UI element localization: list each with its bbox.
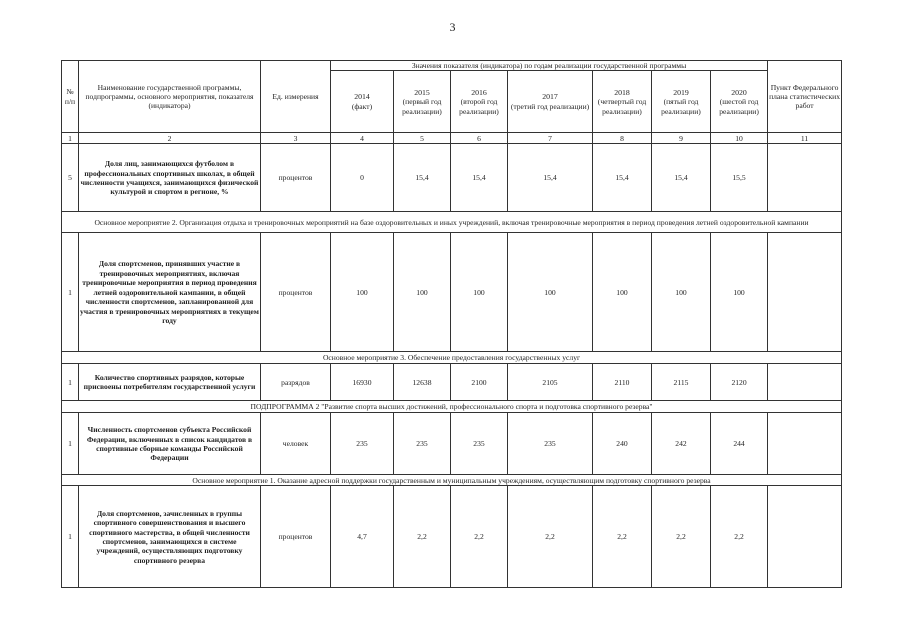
column-number-5: 5	[394, 133, 451, 144]
indicator-row	[62, 486, 842, 588]
header-year-note: (третий год реализации)	[510, 102, 590, 112]
indicator-value: 2110	[593, 364, 652, 401]
header-name: Наименование государственной программы, подпрограммы, основного мероприятия, показателя (индикатора)	[79, 61, 261, 133]
indicator-unit: человек	[261, 413, 331, 475]
header-num: № п/п	[62, 61, 79, 133]
header-year-note: (факт)	[351, 102, 373, 112]
row-num: 1	[62, 233, 79, 352]
federal-plan-cell	[768, 144, 842, 212]
section-title: ПОДПРОГРАММА 2 "Развитие спорта высших достижений, профессионального спорта и подготовка спортивного резерва"	[62, 401, 842, 413]
indicator-value: 15,4	[508, 144, 593, 212]
indicator-value: 15,5	[711, 144, 768, 212]
header-year-note: (пятый год реализации)	[661, 97, 701, 116]
header-year-label: 2016	[471, 87, 487, 97]
indicator-name: Количество спортивных разрядов, которые присвоены потребителям государственной услуги	[79, 364, 261, 401]
indicator-unit: процентов	[261, 144, 331, 212]
section-row	[62, 475, 842, 486]
indicator-value: 2100	[451, 364, 508, 401]
indicator-value: 2,2	[711, 486, 768, 588]
indicator-value: 100	[451, 233, 508, 352]
header-year-note: (второй год реализации)	[459, 97, 499, 116]
header-year-2020	[711, 71, 768, 133]
indicator-value: 235	[331, 413, 394, 475]
column-number-10: 10	[711, 133, 768, 144]
indicator-value: 12638	[394, 364, 451, 401]
header-year-label: 2020	[731, 87, 747, 97]
indicator-name: Доля спортсменов, зачисленных в группы спортивного совершенствования и высшего спортивного мастерства, в общей численности спортсменов, занимающихся в системе учреждений, осуществляющих подготовку спортивного резерва	[79, 486, 261, 588]
indicator-name: Доля спортсменов, принявших участие в тренировочных мероприятиях, включая тренировочные мероприятия в период проведения летней оздоровительной кампании, в общей численности спортсменов, запланированной для участия в тренировочных мероприятиях в текущем году	[79, 233, 261, 352]
indicator-value: 235	[451, 413, 508, 475]
indicator-value: 2,2	[508, 486, 593, 588]
header-year-label: 2019	[673, 87, 689, 97]
column-number-7: 7	[508, 133, 593, 144]
section-row	[62, 352, 842, 364]
indicator-value: 2,2	[593, 486, 652, 588]
indicator-value: 15,4	[593, 144, 652, 212]
federal-plan-cell	[768, 364, 842, 401]
indicator-unit: процентов	[261, 233, 331, 352]
indicator-value: 4,7	[331, 486, 394, 588]
header-row	[62, 61, 842, 71]
indicator-value: 2,2	[451, 486, 508, 588]
indicator-value: 100	[508, 233, 593, 352]
indicator-value: 244	[711, 413, 768, 475]
indicator-value: 100	[711, 233, 768, 352]
indicator-value: 100	[593, 233, 652, 352]
section-row	[62, 401, 842, 413]
indicator-value: 235	[508, 413, 593, 475]
indicator-row	[62, 364, 842, 401]
indicator-unit: процентов	[261, 486, 331, 588]
indicator-name: Доля лиц, занимающихся футболом в профессиональных спортивных школах, в общей численности учащихся, занимающихся физической культурой и спортом в регионе, %	[79, 144, 261, 212]
federal-plan-cell	[768, 233, 842, 352]
column-number-11: 11	[768, 133, 842, 144]
indicator-value: 15,4	[652, 144, 711, 212]
header-year-note: (шестой год реализации)	[719, 97, 759, 116]
header-year-2015	[394, 71, 451, 133]
header-year-label: 2017	[542, 92, 558, 102]
header-year-label: 2014	[354, 92, 370, 102]
column-number-3: 3	[261, 133, 331, 144]
federal-plan-cell	[768, 486, 842, 588]
header-year-2018	[593, 71, 652, 133]
indicators-table	[61, 60, 842, 588]
indicator-value: 2,2	[394, 486, 451, 588]
header-year-2014	[331, 71, 394, 133]
federal-plan-cell	[768, 413, 842, 475]
column-number-9: 9	[652, 133, 711, 144]
column-number-6: 6	[451, 133, 508, 144]
row-num: 5	[62, 144, 79, 212]
column-number-2: 2	[79, 133, 261, 144]
row-num: 1	[62, 486, 79, 588]
section-title: Основное мероприятие 2. Организация отдыха и тренировочных мероприятий на базе оздоровительных и иных учреждений, включая тренировочные мероприятия в период проведения летней оздоровительной кампании	[62, 212, 842, 233]
header-federal: Пункт Федерального плана статистических работ	[768, 61, 842, 133]
indicator-value: 235	[394, 413, 451, 475]
header-year-note: (четвертый год реализации)	[597, 97, 647, 116]
indicator-value: 16930	[331, 364, 394, 401]
indicator-unit: разрядов	[261, 364, 331, 401]
indicator-row	[62, 413, 842, 475]
indicator-value: 0	[331, 144, 394, 212]
row-num: 1	[62, 413, 79, 475]
header-year-label: 2018	[614, 87, 630, 97]
column-number-8: 8	[593, 133, 652, 144]
indicator-row	[62, 144, 842, 212]
indicator-name: Численность спортсменов субъекта Российской Федерации, включенных в список кандидатов в спортивные сборные команды Российской Федерации	[79, 413, 261, 475]
header-year-label: 2015	[414, 87, 430, 97]
header-year-note: (первый год реализации)	[402, 97, 442, 116]
indicator-value: 242	[652, 413, 711, 475]
indicator-value: 2105	[508, 364, 593, 401]
page-number: 3	[449, 20, 456, 34]
header-unit: Ед. измерения	[261, 61, 331, 133]
column-number-4: 4	[331, 133, 394, 144]
section-row	[62, 212, 842, 233]
header-values-group: Значения показателя (индикатора) по годам реализации государственной программы	[331, 61, 768, 71]
column-number-1: 1	[62, 133, 79, 144]
indicator-value: 15,4	[394, 144, 451, 212]
header-year-2016	[451, 71, 508, 133]
indicator-value: 2115	[652, 364, 711, 401]
indicator-value: 100	[394, 233, 451, 352]
indicator-row	[62, 233, 842, 352]
indicator-value: 2,2	[652, 486, 711, 588]
indicator-value: 15,4	[451, 144, 508, 212]
indicator-value: 240	[593, 413, 652, 475]
indicator-value: 2120	[711, 364, 768, 401]
header-year-2017	[508, 71, 593, 133]
section-title: Основное мероприятие 3. Обеспечение предоставления государственных услуг	[62, 352, 842, 364]
indicator-value: 100	[331, 233, 394, 352]
indicator-value: 100	[652, 233, 711, 352]
header-year-2019	[652, 71, 711, 133]
section-title: Основное мероприятие 1. Оказание адресной поддержки государственным и муниципальным учреждениям, осуществляющим подготовку спортивного резерва	[62, 475, 842, 486]
column-numbers-row	[62, 133, 842, 144]
row-num: 1	[62, 364, 79, 401]
